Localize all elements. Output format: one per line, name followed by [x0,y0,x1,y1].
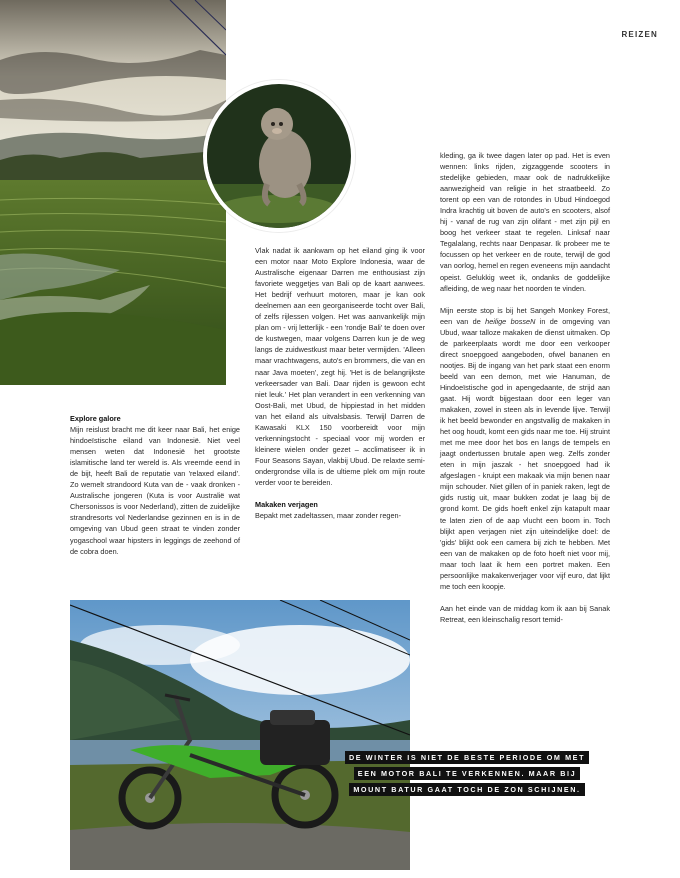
middle-subheading: Makaken verjagen [255,500,318,510]
left-heading: Explore galore [70,414,121,423]
middle-paragraph: Vlak nadat ik aankwam op het eiland ging ik voor een motor naar Moto Explore Indonesia, waar de Australische eigenaar Darren me enthousiast zijn favoriete weggetjes van Bali op de kaart aanwees. Het bedrijf verhuurt motoren, maar je kan ook deelnemen aan een georganiseerde tocht over Bali, of zelfs rijlessen volgen. Het was aanvankelijk mijn plan om - vrij letterlijk - een 'rondje Bali' te doen over de kustwegen, maar volgens Darren kun je de weg langs de zuidwestkust maar beter vermijden. 'Alleen maar vrachtwagens, auto's en brommers, die van en naar Java moeten', zegt hij. 'Het is de belangrijkste verkeersader van Bali. Daar rijden is gewoon echt niet leuk.' Het plan verandert in een verkenning van Oost-Bali, met Ubud, de hippiestad in het midden van het eiland als uitvalsbasis. Terwijl Darren de Kawasaki KLX 150 voorbereidt voor mijn verkenningstocht - speciaal voor mij worden er kleinere wielen onder gezet – acclimatiseer ik in Four Seasons Sayan, vlakbij Ubud. De relaxte semi-ondergrondse villa is de ultieme plek om mijn route verder voor te bereiden. [255,246,425,487]
right-column [440,150,610,636]
pull-quote [342,750,592,798]
left-paragraph: Mijn reislust bracht me dit keer naar Bali, het enige hindoeïstische eiland van Indonesië. Niet veel mensen weten dat Indonesië het grootste islamitische land ter wereld is. Als vreemde eend in de bijt, heeft Bali de reputatie van 'relaxed eiland'. Zo wemelt strandoord Kuta van de - vaak dronken - Australische jongeren (Kuta is voor Australië wat Chersonissos is voor Nederland), zitten de zuidelijke strandresorts vol Nederlandse gezinnen en is in de omgeving van Ubud geen straat te vinden zonder yogaschool waar hipsters in leggings de zeehond of de cobra doen. [70,425,240,556]
pull-quote-line-1: DE WINTER IS NIET DE BESTE PERIODE OM MET [345,751,589,764]
middle-after-heading: Bepakt met zadeltassen, maar zonder regen- [255,511,402,521]
middle-column [255,245,425,532]
rice-terrace-photo [0,0,226,385]
left-column [70,413,240,568]
monkey-photo [203,80,355,232]
italic-term: heilige bosseN [485,316,536,326]
right-paragraph-1: kleding, ga ik twee dagen later op pad. Het is even wennen: links rijden, zigzaggende scooters in stedelijke gebieden, maar ook de nadrukkelijke aanwezigheid van religie in het straatbeeld. Zo torent op een van de rotondes in Ubud Hindoegod Indra krachtig uit boven de auto's en scooters, alsof hij - vanaf de rug van zijn olifant - met zijn pijl en boog het verkeer staat te regelen. Linksaf naar Tegalalang, rechts naar Denpasar. Ik probeer me te focussen op het verkeer en de route, terwijl de god van oorlog, hemel en regen eveneens mijn aandacht opeist. Gelukkig weet ik, ondanks de goddelijke afleiding, de weg naar het noorden te vinden. [440,151,610,293]
pull-quote-line-2: EEN MOTOR BALI TE VERKENNEN. MAAR BIJ [354,767,580,780]
pull-quote-line-3: MOUNT BATUR GAAT TOCH DE ZON SCHIJNEN. [349,783,584,796]
right-paragraph-3: Aan het einde van de middag kom ik aan bij Sanak Retreat, een kleinschalig resort temid- [440,603,610,624]
motorbike-photo [70,600,410,870]
section-label: REIZEN [621,30,658,39]
right-paragraph-2: Mijn eerste stop is bij het Sangeh Monkey Forest, een van de heilige bosseN in de omgeving van Ubud, waar talloze makaken de dienst uitmaken. Op de parkeerplaats wordt me door een verkooper direct snoepgoed aangeboden, ofwel bananen en nootjes. Bij de ingang van het park staat een enorm beeld van een demon, met wie Hanuman, de Hindoeïstische god in apengedaante, de strijd aan gaat. Hij wordt bijgestaan door een leger van makaken, zowel in steen als in levende lijve. Terwijl ik het beeld bewonder en angstvallig de makaken in het oog houdt, komt een gids naar me toe. Hij struint met me mee door het bos en langs de tempels en jaagt ondertussen brutale apen weg. Zelfs zonder eten in mijn jaszak - het snoepgoed had ik afgeslagen - kruipt een makaak via mijn benen naar mijn schouder. Niet gillen of in paniek raken, legt de gids rustig uit, maar bukken zodat je laag bij de grond komt. De gids hoeft enkel zijn katapult maar te laten zien of de aap vlucht een boom in. Toch blijkt apen verjagen niet zijn uiteindelijke doel: de 'gids' blijkt ook een camera bij zich te hebben. Met een van de makaken op de foto hoeft niet voor mij, maar toch laat ik hem een portret maken. Een persoonlijke makakenverjager voor vijf euro, dat lijkt me toch een koopje. [440,305,610,591]
